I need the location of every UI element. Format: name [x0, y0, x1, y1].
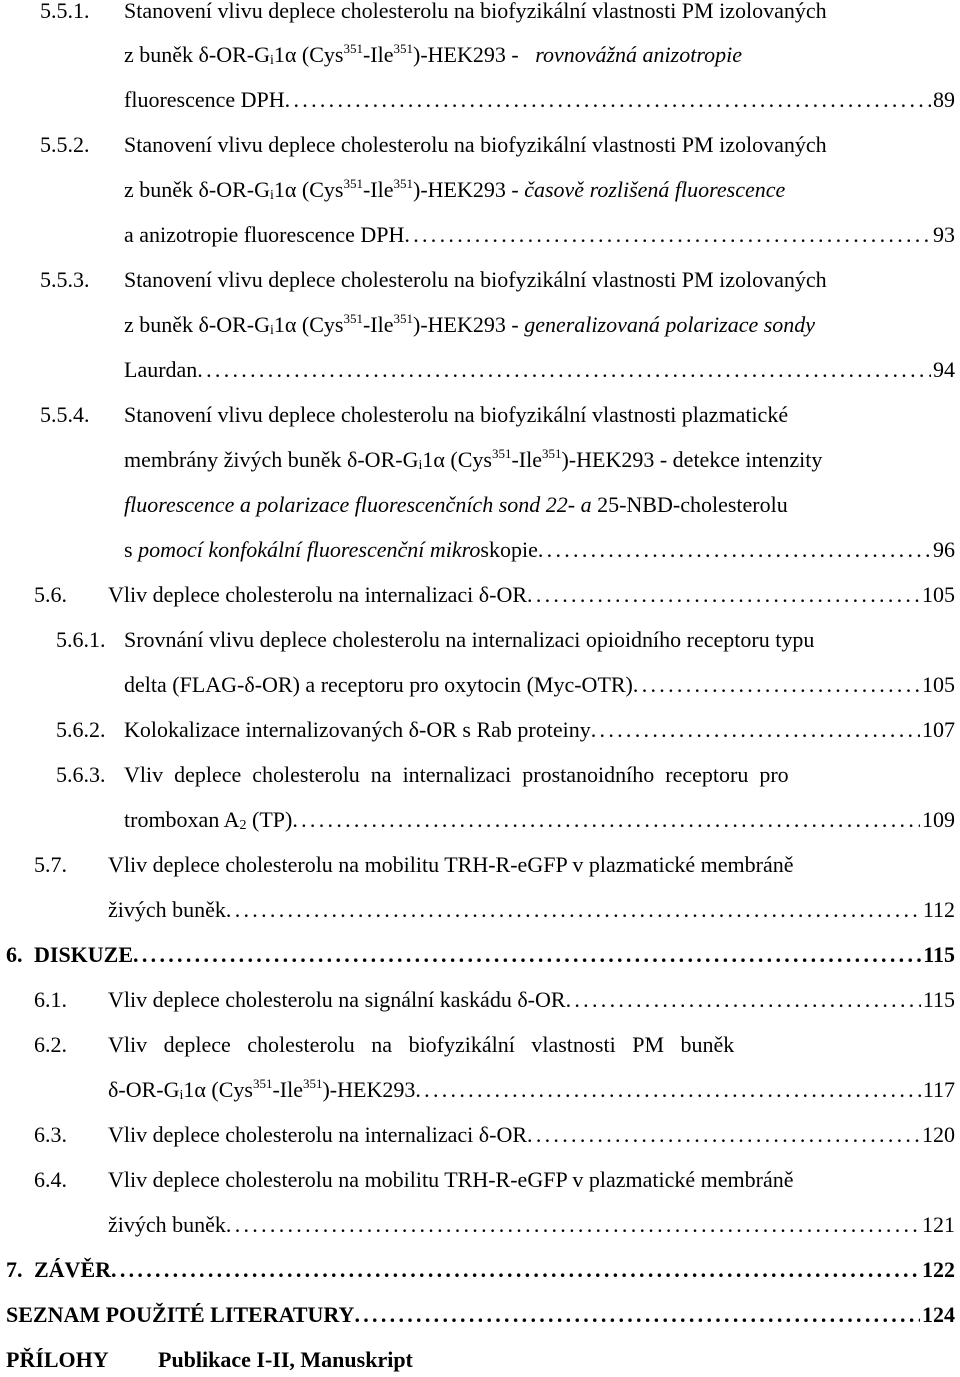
toc-leader-row: [124, 803, 955, 837]
toc-entry-5-6-2[interactable]: [0, 713, 955, 747]
dot-leader: [591, 713, 920, 747]
toc-entry-5-5-2-line-3[interactable]: [0, 218, 955, 252]
toc-title: SEZNAM POUŽITÉ LITERATURY: [6, 1302, 355, 1327]
toc-title: Vliv deplece cholesterolu na internalizaci prostanoidního receptoru pro: [124, 762, 789, 787]
toc-entry-5-5-4-line-2: [0, 443, 955, 477]
toc-leader-row: [124, 533, 955, 567]
toc-leader-row: [124, 353, 955, 387]
toc-leader-row: [108, 983, 955, 1017]
toc-title: Vliv deplece cholesterolu na mobilitu TRH-R-eGFP v plazmatické membráně: [108, 1167, 794, 1192]
toc-number: 5.7.: [34, 852, 67, 877]
toc-title-end: delta (FLAG-δ-OR) a receptoru pro oxytocin (Myc-OTR): [124, 672, 633, 697]
toc-entry-5-5-3-line-1: [0, 263, 955, 297]
toc-number: 6.4.: [34, 1167, 67, 1192]
toc-entry-5-6-3-line-1: [0, 758, 955, 792]
toc-entry-5-5-2-line-1: [0, 128, 955, 162]
toc-number: 5.6.1.: [56, 627, 106, 652]
toc-title: Srovnání vlivu deplece cholesterolu na internalizaci opioidního receptoru typu: [124, 627, 815, 652]
toc-title-end: živých buněk: [108, 1212, 226, 1237]
toc-entry-5-5-4-line-1: [0, 398, 955, 432]
toc-entry-5-6-1-line-2[interactable]: [0, 668, 955, 702]
toc-leader-row: [124, 713, 955, 747]
toc-number: 5.5.3.: [40, 267, 90, 292]
toc-entry-5-7-line-2[interactable]: [0, 893, 955, 927]
toc-title: Stanovení vlivu deplece cholesterolu na biofyzikální vlastnosti PM izolovaných: [124, 0, 827, 23]
toc-entry-5-6[interactable]: [0, 578, 955, 612]
toc-leader-row: [124, 668, 955, 702]
toc-chapter-6[interactable]: [0, 938, 955, 972]
dot-leader: [527, 1118, 920, 1152]
toc-title-end: fluorescence DPH: [124, 87, 285, 112]
page-number: 93: [933, 222, 955, 247]
dot-leader: [566, 983, 921, 1017]
toc-chapter-7[interactable]: [0, 1253, 955, 1287]
toc-leader-row: [124, 83, 955, 117]
toc-title-end: tromboxan $A_2$ (TP): [124, 807, 293, 833]
page-number: 112: [922, 897, 955, 922]
toc-title-continued: fluorescence a polarizace fluorescenčních sond 22- a 25-NBD-cholesterolu: [124, 492, 788, 517]
toc-entry-5-7-line-1: [0, 848, 955, 882]
dot-leader: [527, 578, 920, 612]
toc-entry-5-5-4-line-4[interactable]: [0, 533, 955, 567]
toc-entry-6-4-line-2[interactable]: [0, 1208, 955, 1242]
toc-number: 6.3.: [34, 1122, 67, 1147]
toc-entry-5-5-1-line-2: [0, 38, 955, 72]
toc-title: Vliv deplece cholesterolu na biofyzikální vlastnosti PM buněk: [108, 1032, 735, 1057]
toc-title: Vliv deplece cholesterolu na internalizaci δ-OR: [108, 1122, 528, 1147]
toc-leader-row: [34, 1253, 955, 1287]
toc-appendices-description: Publikace I-II, Manuskript: [158, 1347, 413, 1372]
toc-entry-5-6-1-line-1: [0, 623, 955, 657]
toc-number: 5.5.2.: [40, 132, 90, 157]
toc-title-continued: membrány živých buněk $\delta-OR-G_i1\alpha$ (Cys$^{351}$-Ile$^{351}$)-HEK293 - detekce intenzity: [124, 446, 823, 473]
toc-bibliography[interactable]: [0, 1298, 955, 1332]
toc-title: Vliv deplece cholesterolu na signální kaskádu δ-OR: [108, 987, 566, 1012]
page-number: 96: [933, 537, 955, 562]
page-number: 109: [922, 807, 955, 832]
toc-entry-6-1[interactable]: [0, 983, 955, 1017]
page-number: 105: [922, 582, 955, 607]
page-number: 121: [922, 1212, 955, 1237]
toc-title-end: a anizotropie fluorescence DPH: [124, 222, 405, 247]
dot-leader: [111, 1253, 920, 1287]
dot-leader: [226, 1208, 920, 1242]
page-number: 94: [933, 357, 955, 382]
toc-number: 5.6.: [34, 582, 67, 607]
toc-entry-5-6-3-line-2[interactable]: [0, 803, 955, 837]
page-number: 115: [922, 987, 955, 1012]
toc-title: Stanovení vlivu deplece cholesterolu na biofyzikální vlastnosti PM izolovaných: [124, 132, 827, 157]
toc-appendices[interactable]: [0, 1343, 955, 1377]
page-number: 122: [922, 1257, 955, 1282]
toc-number: 5.6.2.: [56, 717, 106, 742]
page-number: 117: [922, 1077, 955, 1102]
toc-entry-5-5-2-line-2: [0, 173, 955, 207]
page-number: 89: [933, 87, 955, 112]
toc-number: 5.6.3.: [56, 762, 106, 787]
dot-leader: [354, 1298, 920, 1332]
toc-title: Stanovení vlivu deplece cholesterolu na biofyzikální vlastnosti plazmatické: [124, 402, 789, 427]
toc-leader-row: [108, 1073, 955, 1107]
toc-number: 7.: [6, 1257, 23, 1282]
toc-title-end: $\delta-OR-G_i1\alpha$ (Cys$^{351}$-Ile$^{351}$)-HEK293: [108, 1076, 416, 1103]
dot-leader: [404, 218, 931, 252]
toc-entry-6-4-line-1: [0, 1163, 955, 1197]
toc-leader-row: [124, 218, 955, 252]
toc-leader-row: [108, 1208, 955, 1242]
toc-leader-row: [108, 1118, 955, 1152]
toc-entry-6-3[interactable]: [0, 1118, 955, 1152]
toc-entry-5-5-1-line-3[interactable]: [0, 83, 955, 117]
toc-title-end: s pomocí konfokální fluorescenční mikroskopie: [124, 537, 538, 562]
toc-title: ZÁVĚR: [34, 1257, 112, 1282]
dot-leader: [133, 938, 921, 972]
dot-leader: [197, 353, 931, 387]
dot-leader: [226, 893, 921, 927]
dot-leader: [633, 668, 920, 702]
dot-leader: [292, 803, 920, 837]
toc-title-continued: z buněk $\delta-OR-G_i1\alpha$ (Cys$^{351}$-Ile$^{351}$)-HEK293 - rovnovážná anizotropie: [124, 41, 742, 68]
page-number: 107: [922, 717, 955, 742]
toc-entry-5-5-3-line-2: [0, 308, 955, 342]
toc-title-end: živých buněk: [108, 897, 226, 922]
toc-entry-6-2-line-2[interactable]: [0, 1073, 955, 1107]
toc-entry-5-5-3-line-3[interactable]: [0, 353, 955, 387]
toc-entry-5-5-1-line-1: [0, 0, 955, 28]
toc-number: 6.2.: [34, 1032, 67, 1057]
dot-leader: [538, 533, 931, 567]
page-number: 120: [922, 1122, 955, 1147]
toc-title: PŘÍLOHY: [6, 1347, 109, 1372]
toc-entry-6-2-line-1: [0, 1028, 955, 1062]
toc-title: Vliv deplece cholesterolu na mobilitu TRH-R-eGFP v plazmatické membráně: [108, 852, 794, 877]
toc-entry-5-5-4-line-3: [0, 488, 955, 522]
toc-leader-row: [108, 893, 955, 927]
toc-title-continued: z buněk $\delta-OR-G_i1\alpha$ (Cys$^{351}$-Ile$^{351}$)-HEK293 - generalizovaná polarizace sondy: [124, 311, 816, 338]
dot-leader: [285, 83, 931, 117]
toc-number: 6.: [6, 942, 23, 967]
toc-title: Vliv deplece cholesterolu na internalizaci δ-OR: [108, 582, 528, 607]
toc-title: Stanovení vlivu deplece cholesterolu na biofyzikální vlastnosti PM izolovaných: [124, 267, 827, 292]
page-number: 115: [923, 942, 955, 967]
toc-number: 6.1.: [34, 987, 67, 1012]
toc-title-continued: z buněk $\delta-OR-G_i1\alpha$ (Cys$^{351}$-Ile$^{351}$)-HEK293 - časově rozlišená fluorescence: [124, 176, 786, 203]
page-number: 124: [922, 1302, 955, 1327]
toc-title: DISKUZE: [34, 942, 134, 967]
toc-number: 5.5.1.: [40, 0, 90, 23]
page-number: 105: [922, 672, 955, 697]
toc-leader-row: [108, 578, 955, 612]
toc-title-end: Laurdan: [124, 357, 198, 382]
dot-leader: [415, 1073, 920, 1107]
toc-title: Kolokalizace internalizovaných δ-OR s Rab proteiny: [124, 717, 591, 742]
toc-leader-row: [34, 938, 955, 972]
toc-leader-row: [6, 1298, 955, 1332]
toc-number: 5.5.4.: [40, 402, 90, 427]
